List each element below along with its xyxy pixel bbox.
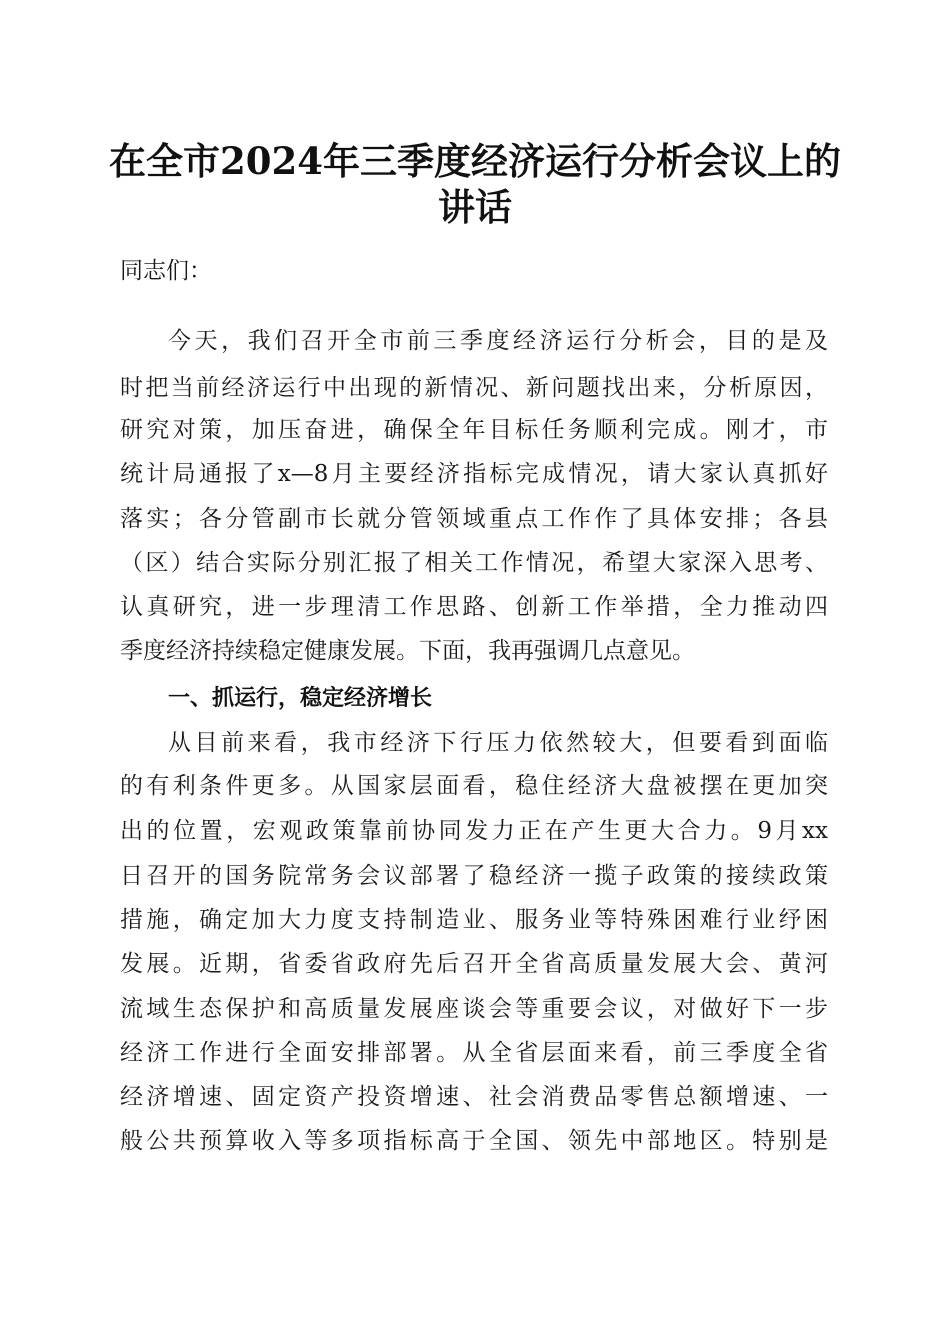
paragraph-2-line: 发展。近期，省委省政府先后召开全省高质量发展大会、黄河	[120, 951, 828, 977]
paragraph-1-line: 研究对策，加压奋进，确保全年目标任务顺利完成。刚才，市	[120, 417, 828, 443]
paragraph-1-line: 统计局通报了x—8月主要经济指标完成情况，请大家认真抓好	[120, 461, 828, 487]
paragraph-2-line: 从目前来看，我市经济下行压力依然较大，但要看到面临	[168, 730, 828, 756]
paragraph-1-line: 今天，我们召开全市前三季度经济运行分析会，目的是及	[168, 328, 828, 354]
paragraph-2-line: 日召开的国务院常务会议部署了稳经济一揽子政策的接续政策	[120, 863, 828, 889]
paragraph-2-line: 经济增速、固定资产投资增速、社会消费品零售总额增速、一	[120, 1084, 828, 1110]
paragraph-2-line: 的有利条件更多。从国家层面看，稳住经济大盘被摆在更加突	[120, 773, 828, 799]
document-title-line-1: 在全市2024年三季度经济运行分析会议上的	[109, 139, 841, 183]
paragraph-2-line: 措施，确定加大力度支持制造业、服务业等特殊困难行业纾困	[120, 907, 828, 933]
paragraph-2-line: 流域生态保护和高质量发展座谈会等重要会议，对做好下一步	[120, 996, 828, 1022]
paragraph-1-line: （区）结合实际分别汇报了相关工作情况，希望大家深入思考、	[120, 550, 828, 576]
paragraph-1-line: 认真研究，进一步理清工作思路、创新工作举措，全力推动四	[120, 594, 828, 620]
paragraph-1-line: 落实；各分管副市长就分管领域重点工作作了具体安排；各县	[120, 506, 828, 532]
paragraph-2-line: 经济工作进行全面安排部署。从全省层面来看，前三季度全省	[120, 1040, 828, 1066]
salutation: 同志们：	[120, 258, 212, 284]
paragraph-2-line: 出的位置，宏观政策靠前协同发力正在产生更大合力。9月xx	[120, 818, 828, 844]
paragraph-1-line: 时把当前经济运行中出现的新情况、新问题找出来，分析原因，	[120, 375, 828, 401]
paragraph-2-line: 般公共预算收入等多项指标高于全国、领先中部地区。特别是	[120, 1128, 828, 1154]
document-title-line-2: 讲话	[438, 185, 512, 229]
paragraph-1-line: 季度经济持续稳定健康发展。下面，我再强调几点意见。	[120, 638, 695, 664]
section-heading: 一、抓运行，稳定经济增长	[168, 686, 433, 711]
